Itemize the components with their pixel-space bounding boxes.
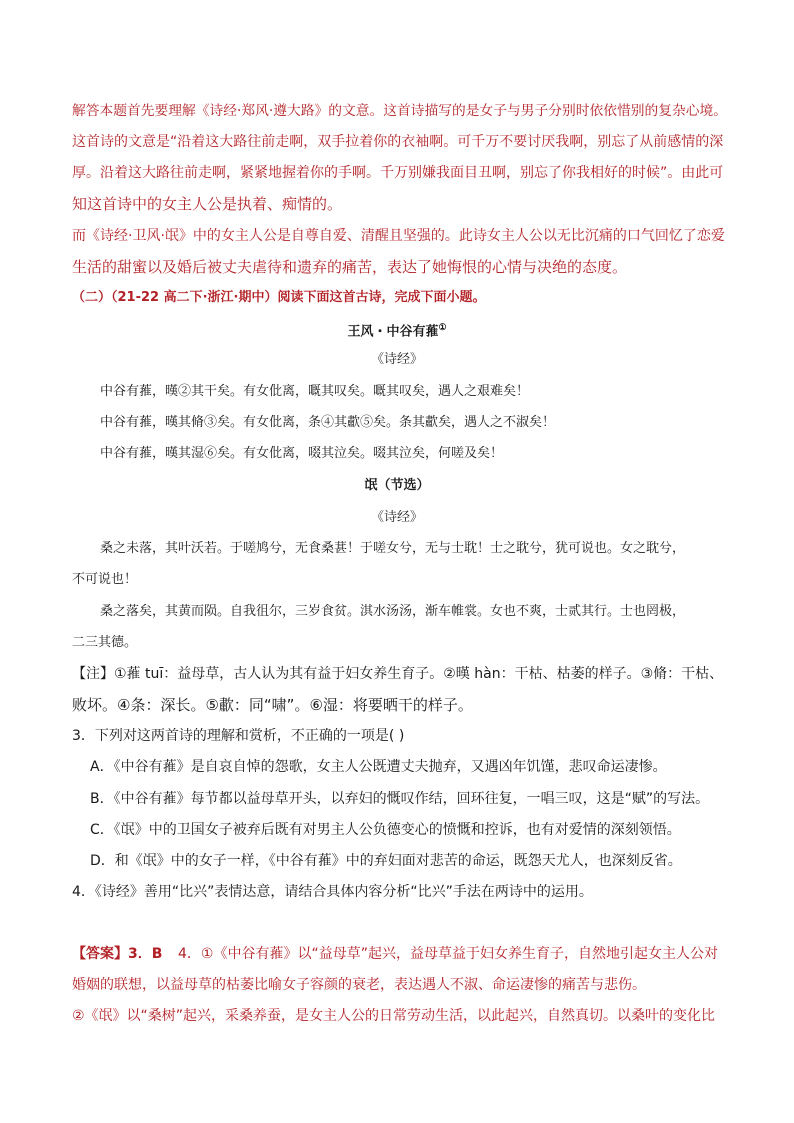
poem1-title-footnote: ① bbox=[438, 323, 447, 333]
question3-option-c: C．《氓》中的卫国女子被弃后既有对男主人公负德变心的愤慨和控诉，也有对爱情的深刻领悟。 bbox=[90, 822, 681, 838]
question3-option-d: D．和《氓》中的女子一样，《中谷有蓷》中的弃妇面对悲苦的命运，既怨天尤人，也深刻反省。 bbox=[90, 853, 682, 869]
answer-line-3: ②《氓》以“桑树”起兴，采桑养蚕，是女主人公的日常劳动生活，以此起兴，自然真切。以桑叶的变化比 bbox=[72, 1008, 716, 1024]
answer-label: 【答案】3．B bbox=[72, 946, 163, 962]
analysis-line-1: 解答本题首先要理解《诗经·郑风·遵大路》的文意。这首诗描写的是女子与男子分别时依依惜别的复杂心境。 bbox=[72, 103, 727, 119]
poem1-title bbox=[0, 318, 794, 342]
notes-line-1: 【注】①蓷 tuī：益母草，古人认为其有益于妇女养生育子。②暵 hàn：干枯、枯萎的样子。③脩：干枯、 bbox=[72, 666, 724, 682]
question4-stem: 4．《诗经》善用“比兴”表情达意，请结合具体内容分析“比兴”手法在两诗中的运用。 bbox=[72, 884, 593, 900]
poem1-title-text: 王风・中谷有蓷 bbox=[347, 324, 439, 340]
analysis-line-3: 厚。沿着这大路往前走啊，紧紧地握着你的手啊。千万别嫌我面目丑啊，别忘了你我相好的时候”。由此可 bbox=[72, 165, 724, 181]
analysis-line-2: 这首诗的文意是“沿着这大路往前走啊，双手拉着你的衣袖啊。可千万不要讨厌我啊，别忘了从前感情的深 bbox=[72, 134, 724, 150]
analysis-line-5: 而《诗经·卫风·氓》中的女主人公是自尊自爱、清醒且坚强的。此诗女主人公以无比沉痛的口气回忆了恋爱 bbox=[72, 228, 725, 244]
poem1-line-3: 中谷有蓷，暵其湿⑥矣。有女仳离，啜其泣矣。啜其泣矣，何嗟及矣！ bbox=[100, 446, 504, 461]
answer-line-1: 4．①《中谷有蓷》以“益母草”起兴，益母草益于妇女养生育子，自然地引起女主人公对 bbox=[178, 946, 718, 962]
poem1-line-2: 中谷有蓷，暵其脩③矣。有女仳离，条④其歗⑤矣。条其歗矣，遇人之不淑矣！ bbox=[100, 415, 556, 430]
analysis-line-4: 知这首诗中的女主人公是执着、痴情的。 bbox=[72, 195, 343, 213]
question3-option-b: B．《中谷有蓷》每节都以益母草开头，以弃妇的慨叹作结，回环往复，一唱三叹，这是“赋”的写法。 bbox=[90, 791, 710, 807]
section-heading: （二）（21-22 高二下·浙江·期中）阅读下面这首古诗，完成下面小题。 bbox=[72, 290, 486, 305]
answer-line-2: 婚姻的联想，以益母草的枯萎比喻女子容颜的衰老，表达遇人不淑、命运凄惨的痛苦与悲伤。 bbox=[72, 977, 646, 993]
poem2-line-1: 桑之未落，其叶沃若。于嗟鸠兮，无食桑葚！于嗟女兮，无与士耽！士之耽兮，犹可说也。女之耽兮， bbox=[100, 541, 686, 556]
poem1-line-1: 中谷有蓷，暵②其干矣。有女仳离，嘅其叹矣。嘅其叹矣，遇人之艰难矣！ bbox=[100, 384, 530, 399]
poem2-title: 氓（节选） bbox=[364, 478, 430, 493]
analysis-line-6: 生活的甜蜜以及婚后被丈夫虐待和遗弃的痛苦，表达了她悔恨的心情与决绝的态度。 bbox=[72, 258, 628, 276]
poem1-source: 《诗经》 bbox=[370, 352, 423, 367]
poem2-line-4: 二三其德。 bbox=[72, 635, 138, 650]
notes-line-2: 败坏。④条：深长。⑤歗：同“啸”。⑥湿：将要晒干的样子。 bbox=[72, 696, 473, 714]
poem2-line-3: 桑之落矣，其黄而陨。自我徂尔，三岁食贫。淇水汤汤，渐车帷裳。女也不爽，士贰其行。士也罔极， bbox=[100, 604, 686, 619]
poem2-source: 《诗经》 bbox=[370, 510, 423, 525]
question3-stem: 3．下列对这两首诗的理解和赏析，不正确的一项是( ) bbox=[72, 728, 405, 744]
poem2-line-2: 不可说也！ bbox=[72, 572, 138, 587]
question3-option-a: A．《中谷有蓷》是自哀自悼的怨歌，女主人公既遭丈夫抛弃，又遇凶年饥馑，悲叹命运凄惨。 bbox=[90, 759, 667, 775]
